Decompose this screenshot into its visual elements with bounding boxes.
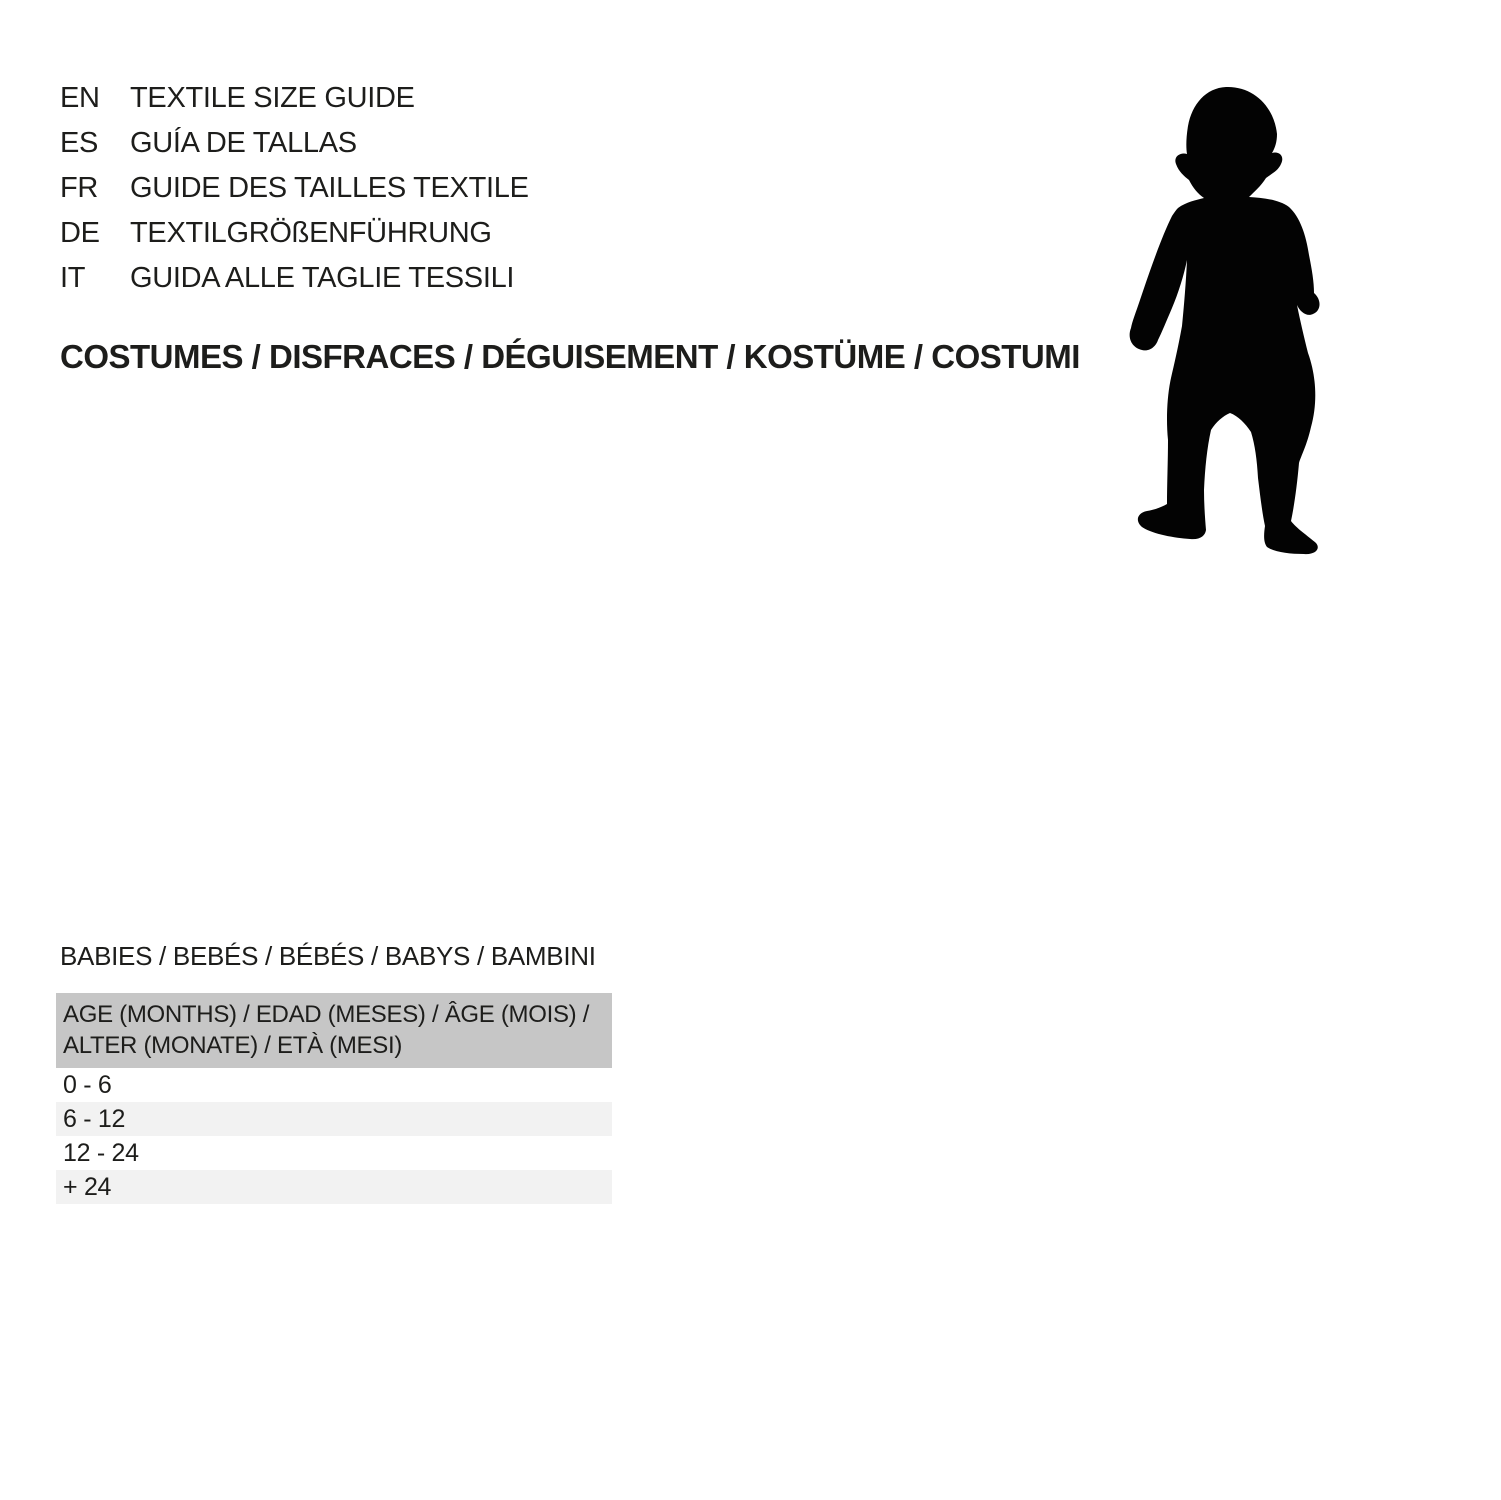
language-guide-label: GUIDA ALLE TAGLIE TESSILI	[130, 262, 515, 294]
baby-silhouette-icon	[1110, 60, 1390, 560]
language-guide-label: TEXTILE SIZE GUIDE	[130, 82, 415, 114]
language-guide-row	[60, 121, 529, 166]
language-guide-label: TEXTILGRÖßENFÜHRUNG	[130, 217, 492, 249]
language-code: EN	[60, 82, 100, 114]
language-guide-row	[60, 256, 529, 301]
language-guide-row	[60, 76, 529, 121]
language-guide-row	[60, 166, 529, 211]
language-guide-list	[60, 76, 529, 301]
language-code: ES	[60, 127, 99, 159]
language-code: FR	[60, 172, 99, 204]
language-guide-label: GUIDE DES TAILLES TEXTILE	[130, 172, 529, 204]
age-table-rows	[56, 1068, 612, 1204]
age-size-table	[56, 993, 612, 1204]
section-title-babies: BABIES / BEBÉS / BÉBÉS / BABYS / BAMBINI	[60, 941, 596, 971]
age-table-row: + 24	[56, 1170, 612, 1204]
age-table-row: 12 - 24	[63, 1139, 139, 1167]
age-table-header: AGE (MONTHS) / EDAD (MESES) / ÂGE (MOIS) / ALTER (MONATE) / ETÀ (MESI)	[56, 993, 612, 1068]
age-table-row: 6 - 12	[56, 1102, 612, 1136]
language-code: IT	[60, 262, 86, 294]
age-table-row: 0 - 6	[63, 1071, 112, 1099]
language-code: DE	[60, 217, 100, 249]
language-guide-label: GUÍA DE TALLAS	[130, 127, 357, 159]
language-guide-row	[60, 211, 529, 256]
category-title: COSTUMES / DISFRACES / DÉGUISEMENT / KOSTÜME / COSTUMI	[60, 338, 1080, 375]
